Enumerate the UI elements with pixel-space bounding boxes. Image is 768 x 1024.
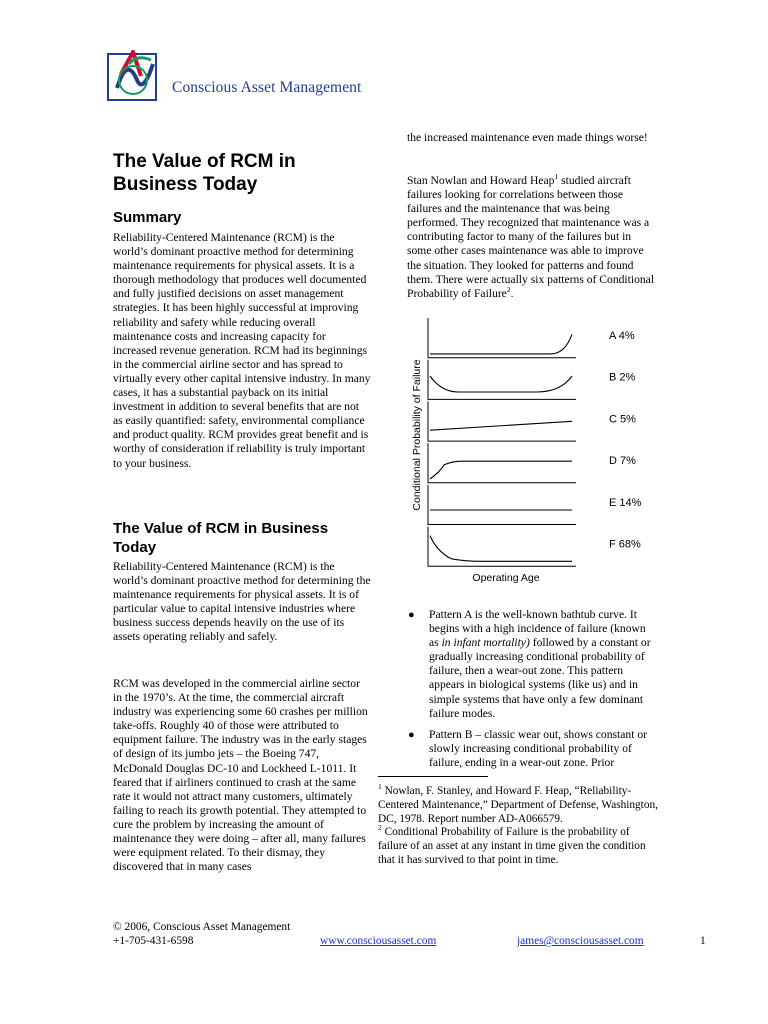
- pattern-bullet-list: [407, 608, 657, 777]
- company-name: Conscious Asset Management: [172, 79, 362, 96]
- pattern-label-B: B 2%: [609, 371, 636, 384]
- list-item: ● Pattern A is the well-known bathtub curve. It begins with a high incidence of failure (known as in infant mortality) followed by a constant or gradually increasing conditional probability of failure, then a wear-out zone. This pattern appears in biological systems (like us) and in simple systems that have only a few dominant failure modes.: [408, 608, 651, 720]
- pattern-curve-D: [430, 461, 572, 479]
- summary-paragraph: Reliability-Centered Maintenance (RCM) is the world’s dominant proactive method for determining maintenance requirements for physical assets. It is a thorough methodology that produces well documented and fully justified decisions on asset management strategies. It has been highly successful at improving reliability and safety while reducing overall maintenance costs and increasing capacity for increased revenue generation. RCM had its beginnings in the commercial airline sector and has spread to virtually every other capital intensive industry. In many cases, it has a substantial payback on its initial investment in addition to several benefits that are not as easily quantified: safety, environmental compliance and product quality. RCM provides great benefit and is worthy of consideration if reliability is truly important to your business.: [113, 231, 371, 470]
- footnotes: [378, 782, 658, 868]
- right-paragraph-2: Stan Nowlan and Howard Heap$^1$ studied aircraft failures looking for correlations between those failures and the maintenance that was being performed. They recognized that maintenance was a contributing factor to many of the failures but in some other cases maintenance was able to improve the situation. They looked for patterns and found them. There were actually six patterns of Conditional Probability of Failure$^2$.: [407, 172, 655, 300]
- panel-axis-F: [428, 527, 576, 567]
- pattern-curve-B: [430, 376, 572, 392]
- footnote-ref-1: 1: [554, 172, 559, 182]
- pattern-curve-A: [430, 334, 572, 354]
- phone-number: +1-705-431-6598: [113, 935, 194, 947]
- panel-axis-A: [428, 318, 576, 358]
- panel-axis-E: [428, 485, 576, 525]
- company-logo: [107, 50, 163, 100]
- bullet-icon: ●: [408, 728, 415, 741]
- pattern-curve-C: [430, 421, 572, 430]
- section-paragraph-2: RCM was developed in the commercial airline sector in the 1970’s. At the time, the commercial aircraft industry was experiencing some 60 crashes per million take-offs. Roughly 40 of those were attributed to equipment failure. The industry was in the early stages of design of its jumbo jets – the Boeing 747, McDonald Douglas DC-10 and Lockheed L-1011. It feared that if airliners continued to crash at the same rate it would not attract many customers, ultimately failing to reach its growth potential. They attempted to cure the problem by increasing the amount of maintenance they were doing – after all, many failures were equipment related. To their dismay, they discovered that in many cases: [113, 677, 368, 874]
- chart-y-axis-label: Conditional Probability of Failure: [411, 359, 423, 511]
- section-paragraph-1: Reliability-Centered Maintenance (RCM) is the world’s dominant proactive method for determining the maintenance requirements for physical assets. It is of particular value to capital intensive industries where business success depends heavily on the use of its assets operating reliably and safely.: [113, 560, 371, 644]
- pattern-label-F: F 68%: [609, 538, 641, 551]
- pattern-curve-F: [430, 536, 572, 562]
- footer-left: [113, 920, 290, 948]
- pattern-label-D: D 7%: [609, 455, 636, 468]
- pattern-label-E: E 14%: [609, 496, 642, 509]
- bullet-icon: ●: [408, 609, 415, 621]
- pattern-label-C: C 5%: [609, 413, 636, 426]
- failure-patterns-chart: [400, 308, 670, 588]
- footnote-1: $^1$ Nowlan, F. Stanley, and Howard F. Heap, “Reliability-Centered Maintenance,” Department of Defense, Washington, DC, 1978. Report number AD-A066579.: [378, 782, 658, 825]
- pattern-label-A: A 4%: [609, 330, 635, 342]
- list-item: ● Pattern B – classic wear out, shows constant or slowly increasing conditional probability of failure, ending in a wear-out zone. Prior: [408, 727, 647, 769]
- footnote-ref-2: 2: [506, 284, 511, 294]
- panel-axis-C: [428, 401, 576, 441]
- website-link[interactable]: www.consciousasset.com: [320, 935, 437, 947]
- page-number: 1: [700, 935, 706, 947]
- copyright: © 2006, Conscious Asset Management: [113, 921, 291, 933]
- section-heading: The Value of RCM in Business Today: [113, 520, 329, 556]
- email-link[interactable]: james@consciousasset.com: [517, 935, 644, 947]
- page-title: The Value of RCM in Business Today: [113, 151, 296, 195]
- summary-heading: Summary: [113, 209, 182, 226]
- panel-axis-B: [428, 360, 576, 400]
- right-paragraph-1: the increased maintenance even made things worse!: [407, 131, 648, 144]
- footnote-divider: [378, 776, 488, 777]
- footnote-2: $^2$ Conditional Probability of Failure is the probability of failure of an asset at any instant in time given the condition that it has survived to that point in time.: [378, 823, 646, 866]
- chart-x-axis-label: Operating Age: [472, 572, 540, 584]
